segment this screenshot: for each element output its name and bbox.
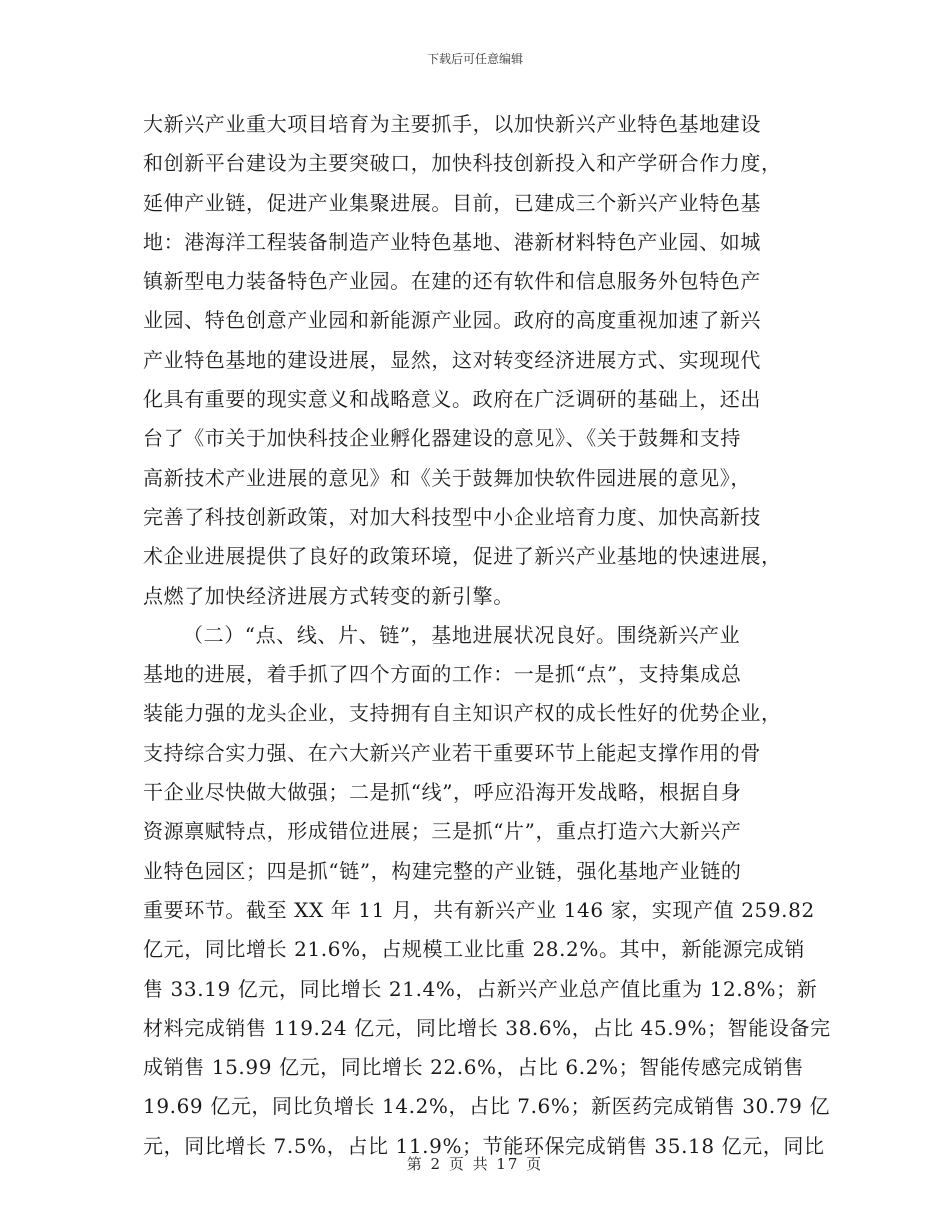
text-line: 支持综合实力强、在六大新兴产业若干重要环节上能起支撑作用的骨 [143,740,761,765]
document-body [143,105,831,1166]
text-line: 材料完成销售 119.24 亿元，同比增长 38.6%，占比 45.9%；智能设备完 [143,1015,831,1040]
text-line: 术企业进展提供了良好的政策环境，促进了新兴产业基地的快速进展， [143,544,782,569]
page-footer [0,1153,950,1174]
text-line: 售 33.19 亿元，同比增长 21.4%，占新兴产业总产值比重为 12.8%；新 [143,976,818,1001]
text-line: 基地的进展，着手抓了四个方面的工作：一是抓“点”，支持集成总 [143,662,742,687]
page-header [0,50,950,67]
header-text: 下载后可任意编辑 [426,52,523,66]
text-line: 点燃了加快经济进展方式转变的新引擎。 [143,583,514,608]
text-line: 镇新型电力装备特色产业园。在建的还有软件和信息服务外包特色产 [143,269,761,294]
text-line: （二）“点、线、片、链”，基地进展状况良好。围绕新兴产业 [183,622,741,647]
text-line: 元，同比增长 7.5%，占比 11.9%；节能环保完成销售 35.18 亿元，同比 [143,1133,825,1158]
text-line: 和创新平台建设为主要突破口，加快科技创新投入和产学研合作力度， [143,151,782,176]
text-line: 业特色园区；四是抓“链”，构建完整的产业链，强化基地产业链的 [143,858,742,883]
text-line: 干企业尽快做大做强；二是抓“线”，呼应沿海开发战略，根据自身 [143,780,742,805]
text-line: 产业特色基地的建设进展，显然，这对转变经济进展方式、实现现代 [143,347,761,372]
text-line: 重要环节。截至 XX 年 11 月，共有新兴产业 146 家，实现产值 259.82 [143,897,815,922]
text-line: 业园、特色创意产业园和新能源产业园。政府的高度重视加速了新兴 [143,308,761,333]
text-line: 高新技术产业进展的意见》和《关于鼓舞加快软件园进展的意见》， [143,465,751,490]
paragraph [143,105,813,616]
text-line: 完善了科技创新政策，对加大科技型中小企业培育力度、加快高新技 [143,504,761,529]
text-line: 装能力强的龙头企业，支持拥有自主知识产权的成长性好的优势企业， [143,701,782,726]
text-line: 大新兴产业重大项目培育为主要抓手，以加快新兴产业特色基地建设 [143,112,761,136]
text-line: 亿元，同比增长 21.6%，占规模工业比重 28.2%。其中，新能源完成销 [143,937,805,962]
text-line: 延伸产业链，促进产业集聚进展。目前，已建成三个新兴产业特色基 [143,190,761,215]
text-line: 化具有重要的现实意义和战略意义。政府在广泛调研的基础上，还出 [143,387,761,412]
text-line: 成销售 15.99 亿元，同比增长 22.6%，占比 6.2%；智能传感完成销售 [143,1055,805,1080]
page-number: 第 2 页 共 17 页 [406,1155,544,1173]
text-line: 19.69 亿元，同比负增长 14.2%，占比 7.6%；新医药完成销售 30.79 亿 [143,1094,831,1119]
text-line: 台了《市关于加快科技企业孵化器建设的意见》、《关于鼓舞和支持 [143,426,741,451]
paragraph [143,616,831,1166]
text-line: 地：港海洋工程装备制造产业特色基地、港新材料特色产业园、如城 [143,229,761,254]
text-line: 资源禀赋特点，形成错位进展；三是抓“片”，重点打造六大新兴产 [143,819,742,844]
